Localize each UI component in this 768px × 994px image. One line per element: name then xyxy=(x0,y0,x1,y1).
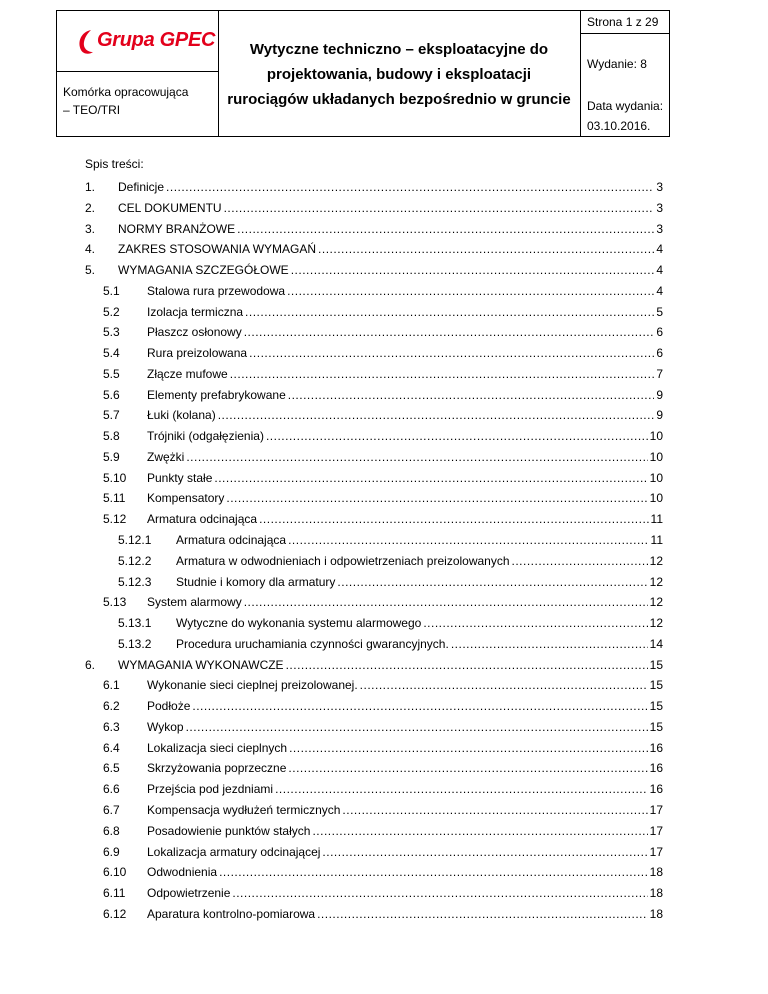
toc-entry-number: 6.7 xyxy=(103,802,120,817)
toc-entry-number: 5.12.3 xyxy=(118,574,152,589)
toc-entry-page: 18 xyxy=(649,906,663,921)
toc-entry[interactable] xyxy=(85,738,663,759)
toc-leader-dots xyxy=(288,530,648,550)
toc-entry-page: 15 xyxy=(649,678,663,693)
toc-entry-link[interactable] xyxy=(147,302,663,322)
toc-entry[interactable] xyxy=(85,821,663,842)
toc-leader-dots xyxy=(166,177,654,197)
toc-entry-link[interactable] xyxy=(147,405,663,425)
toc-entry[interactable] xyxy=(85,655,663,676)
header-divider xyxy=(57,71,218,72)
toc-entry-number: 5.10 xyxy=(103,470,127,485)
toc-entry[interactable] xyxy=(85,758,663,779)
toc-entry-page: 15 xyxy=(649,699,663,714)
toc-entry-link[interactable] xyxy=(147,821,663,841)
toc-entry-number: 5.9 xyxy=(103,449,120,464)
toc-entry-title: WYMAGANIA SZCZEGÓŁOWE xyxy=(118,263,289,278)
toc-leader-dots xyxy=(259,509,648,529)
toc-entry-link[interactable] xyxy=(118,655,663,675)
header-divider xyxy=(580,11,581,136)
toc-leader-dots xyxy=(312,821,647,841)
toc-entry-number: 6.4 xyxy=(103,740,120,755)
toc-leader-dots xyxy=(232,883,647,903)
toc-entry[interactable] xyxy=(85,509,663,530)
toc-leader-dots xyxy=(245,302,654,322)
toc-entry-link[interactable] xyxy=(147,842,663,862)
toc-entry-page: 9 xyxy=(656,408,663,423)
toc-entry-number: 5.12.2 xyxy=(118,553,152,568)
toc-entry-number: 5.1 xyxy=(103,283,120,298)
toc-entry[interactable] xyxy=(85,883,663,904)
toc-entry-link[interactable] xyxy=(147,800,663,820)
toc-entry-title: Armatura odcinająca xyxy=(176,533,287,548)
toc-leader-dots xyxy=(291,260,655,280)
toc-entry-link[interactable] xyxy=(118,177,663,197)
toc-entry-page: 6 xyxy=(656,325,663,340)
toc-entry-title: Skrzyżowania poprzeczne xyxy=(147,761,287,776)
toc-entry-page: 4 xyxy=(656,242,663,257)
toc-entry-link[interactable] xyxy=(147,779,663,799)
toc-entry-page: 11 xyxy=(650,512,663,527)
toc-leader-dots xyxy=(244,592,648,612)
toc-entry-number: 4. xyxy=(85,242,96,257)
toc-entry-link[interactable] xyxy=(147,904,663,924)
toc-entry[interactable] xyxy=(85,696,663,717)
toc-entry-link[interactable] xyxy=(176,530,663,550)
toc-entry-link[interactable] xyxy=(176,551,663,571)
toc-entry[interactable] xyxy=(85,343,663,364)
toc-entry-link[interactable] xyxy=(147,322,663,342)
toc-leader-dots xyxy=(318,239,654,259)
toc-entry[interactable] xyxy=(85,572,663,593)
toc-entry-page: 16 xyxy=(649,782,663,797)
toc-entry-title: Lokalizacja sieci cieplnych xyxy=(147,740,288,755)
title-line: projektowania, budowy i eksploatacji xyxy=(266,66,532,83)
toc-entry-link[interactable] xyxy=(118,219,663,239)
toc-leader-dots xyxy=(451,634,648,654)
company-logo-text: Grupa GPEC xyxy=(97,29,216,51)
toc-entry-number: 6.5 xyxy=(103,761,120,776)
toc-leader-dots xyxy=(289,738,648,758)
toc-entry-title: Kompensacja wydłużeń termicznych xyxy=(147,802,341,817)
toc-entry-title: Zwężki xyxy=(147,449,185,464)
toc-leader-dots xyxy=(322,842,647,862)
toc-entry-link[interactable] xyxy=(118,260,663,280)
toc-entry-page: 11 xyxy=(650,533,663,548)
toc-entry-title: WYMAGANIA WYKONAWCZE xyxy=(118,657,284,672)
toc-entry-number: 6.12 xyxy=(103,906,127,921)
issue-date-label: Data wydania: xyxy=(587,99,664,113)
toc-entry-title: Wykop xyxy=(147,719,184,734)
toc-entry-number: 6.10 xyxy=(103,865,127,880)
toc-entry-page: 3 xyxy=(656,221,663,236)
toc-entry[interactable] xyxy=(85,592,663,613)
toc-entry-title: Armatura w odwodnieniach i odpowietrzeniach preizolowanych xyxy=(176,553,510,568)
toc-entry-number: 1. xyxy=(85,180,96,194)
toc-entry-title: Trójniki (odgałęzienia) xyxy=(147,429,264,444)
toc-entry-link[interactable] xyxy=(147,488,663,508)
toc-entry-link[interactable] xyxy=(118,198,663,218)
toc-entry-number: 5.12.1 xyxy=(118,533,152,548)
toc-leader-dots xyxy=(317,904,648,924)
toc-entry[interactable] xyxy=(85,904,663,925)
toc-entry[interactable] xyxy=(85,779,663,800)
toc-entry-title: Łuki (kolana) xyxy=(147,408,216,423)
toc-entry-link[interactable] xyxy=(147,738,663,758)
toc-entry-page: 16 xyxy=(649,740,663,755)
toc-entry-number: 5.5 xyxy=(103,366,120,381)
toc-entry-title: CEL DOKUMENTU xyxy=(118,200,222,215)
toc-entry-title: Wykonanie sieci cieplnej preizolowanej. xyxy=(147,678,358,693)
toc-entry-link[interactable] xyxy=(147,468,663,488)
toc-leader-dots xyxy=(218,405,655,425)
toc-leader-dots xyxy=(342,800,647,820)
issue-date: 03.10.2016. xyxy=(587,119,651,133)
document-title xyxy=(219,37,579,112)
toc-entry[interactable] xyxy=(85,488,663,509)
toc-entry[interactable] xyxy=(85,364,663,385)
toc-leader-dots xyxy=(244,322,655,342)
toc-entry-title: Izolacja termiczna xyxy=(147,304,244,319)
toc-entry-number: 2. xyxy=(85,200,96,215)
toc-leader-dots xyxy=(186,717,648,737)
toc-leader-dots xyxy=(237,219,654,239)
toc-entry-number: 6.2 xyxy=(103,699,120,714)
toc-entry-title: System alarmowy xyxy=(147,595,242,610)
toc-entry-page: 4 xyxy=(656,263,663,278)
toc-entry-title: Odwodnienia xyxy=(147,865,218,880)
toc-entry[interactable] xyxy=(85,177,663,198)
toc-entry[interactable] xyxy=(85,447,663,468)
toc-entry-link[interactable] xyxy=(147,509,663,529)
toc-entry-page: 12 xyxy=(649,553,663,568)
toc-entry-page: 15 xyxy=(649,719,663,734)
toc-entry-title: Kompensatory xyxy=(147,491,225,506)
toc-entry-number: 3. xyxy=(85,221,96,236)
document-header xyxy=(56,10,670,137)
company-logo xyxy=(75,28,216,56)
title-line: rurociągów układanych bezpośrednio w gruncie xyxy=(227,91,571,108)
toc-leader-dots xyxy=(214,468,647,488)
toc-entry-link[interactable] xyxy=(147,343,663,363)
toc-entry-link[interactable] xyxy=(147,717,663,737)
toc-leader-dots xyxy=(226,488,647,508)
toc-leader-dots xyxy=(230,364,655,384)
toc-entry-number: 6. xyxy=(85,657,96,672)
toc-entry[interactable] xyxy=(85,862,663,883)
toc-entry[interactable] xyxy=(85,551,663,572)
toc-entry-link[interactable] xyxy=(147,385,663,405)
toc-entry-title: Aparatura kontrolno-pomiarowa xyxy=(147,906,316,921)
toc-entry-page: 12 xyxy=(649,574,663,589)
toc-entry-title: Studnie i komory dla armatury xyxy=(176,574,336,589)
toc-entry-link[interactable] xyxy=(147,447,663,467)
toc-entry-number: 6.6 xyxy=(103,782,120,797)
toc-entry-page: 17 xyxy=(649,823,663,838)
toc-entry-link[interactable] xyxy=(147,862,663,882)
toc-entry[interactable] xyxy=(85,468,663,489)
department-line: Komórka opracowująca xyxy=(63,85,189,99)
toc-entry-title: Wytyczne do wykonania systemu alarmowego xyxy=(176,616,422,631)
toc-entry-title: Punkty stałe xyxy=(147,470,213,485)
toc-entry-title: Armatura odcinająca xyxy=(147,512,258,527)
toc-entry[interactable] xyxy=(85,426,663,447)
grupa-gpec-swoosh-icon xyxy=(75,28,99,56)
toc-entry-title: Rura preizolowana xyxy=(147,346,248,361)
toc-entry-title: Stalowa rura przewodowa xyxy=(147,283,286,298)
toc-entry[interactable] xyxy=(85,239,663,260)
toc-entry-title: Elementy prefabrykowane xyxy=(147,387,286,402)
toc-leader-dots xyxy=(266,426,648,446)
toc-entry-number: 6.9 xyxy=(103,844,120,859)
toc-entry-page: 14 xyxy=(649,636,663,651)
toc-leader-dots xyxy=(249,343,654,363)
toc-entry-title: Przejścia pod jezdniami xyxy=(147,782,274,797)
toc-leader-dots xyxy=(288,385,655,405)
title-line: Wytyczne techniczno – eksploatacyjne do xyxy=(249,41,549,58)
toc-entry[interactable] xyxy=(85,198,663,219)
toc-leader-dots xyxy=(224,198,655,218)
toc-entry[interactable] xyxy=(85,530,663,551)
toc-entry-title: Płaszcz osłonowy xyxy=(147,325,242,340)
toc-entry-link[interactable] xyxy=(147,364,663,384)
department-line: – TEO/TRI xyxy=(63,103,121,117)
toc-entry[interactable] xyxy=(85,219,663,240)
toc-entry[interactable] xyxy=(85,281,663,302)
toc-entry-title: Posadowienie punktów stałych xyxy=(147,823,311,838)
toc-entry-number: 5.11 xyxy=(103,491,126,506)
toc-entry-page: 15 xyxy=(649,657,663,672)
toc-entry[interactable] xyxy=(85,675,663,696)
toc-entry-title: Procedura uruchamiania czynności gwarancyjnych. xyxy=(176,636,449,651)
toc-title: Spis treści: xyxy=(85,157,144,171)
toc-entry-number: 6.8 xyxy=(103,823,120,838)
toc-entry-number: 6.1 xyxy=(103,678,120,693)
toc-entry[interactable] xyxy=(85,800,663,821)
toc-leader-dots xyxy=(275,779,648,799)
toc-entry-page: 17 xyxy=(649,802,663,817)
table-of-contents xyxy=(85,177,663,925)
toc-entry-page: 3 xyxy=(656,200,663,215)
toc-entry-link[interactable] xyxy=(147,696,663,716)
toc-entry-title: Podłoże xyxy=(147,699,191,714)
toc-entry-number: 5.8 xyxy=(103,429,120,444)
toc-entry-link[interactable] xyxy=(176,613,663,633)
toc-entry-link[interactable] xyxy=(176,572,663,592)
toc-entry[interactable] xyxy=(85,634,663,655)
toc-entry-title: Odpowietrzenie xyxy=(147,886,231,901)
toc-entry-page: 6 xyxy=(656,346,663,361)
toc-entry-page: 10 xyxy=(649,429,663,444)
toc-entry[interactable] xyxy=(85,302,663,323)
toc-entry-link[interactable] xyxy=(147,675,663,695)
toc-leader-dots xyxy=(286,655,648,675)
toc-entry-number: 5.6 xyxy=(103,387,120,402)
toc-entry[interactable] xyxy=(85,322,663,343)
toc-entry-title: Lokalizacja armatury odcinającej xyxy=(147,844,321,859)
toc-entry-link[interactable] xyxy=(118,239,663,259)
toc-entry-link[interactable] xyxy=(147,883,663,903)
toc-entry-number: 5.3 xyxy=(103,325,120,340)
toc-entry-title: Definicje xyxy=(118,180,165,194)
toc-entry-page: 18 xyxy=(649,886,663,901)
toc-entry-number: 6.11 xyxy=(103,886,126,901)
toc-leader-dots xyxy=(423,613,647,633)
toc-leader-dots xyxy=(186,447,647,467)
toc-entry-link[interactable] xyxy=(176,634,663,654)
toc-entry[interactable] xyxy=(85,385,663,406)
toc-entry-number: 5.13.2 xyxy=(118,636,152,651)
toc-entry-page: 5 xyxy=(656,304,663,319)
toc-entry-page: 12 xyxy=(649,595,663,610)
toc-entry-title: ZAKRES STOSOWANIA WYMAGAŃ xyxy=(118,242,317,257)
page-number: Strona 1 z 29 xyxy=(587,15,659,29)
toc-entry-title: Złącze mufowe xyxy=(147,366,228,381)
toc-entry-page: 12 xyxy=(649,616,663,631)
toc-entry[interactable] xyxy=(85,260,663,281)
toc-leader-dots xyxy=(192,696,647,716)
toc-entry-page: 10 xyxy=(649,449,663,464)
toc-leader-dots xyxy=(288,758,647,778)
toc-leader-dots xyxy=(219,862,648,882)
toc-entry[interactable] xyxy=(85,613,663,634)
toc-entry-page: 3 xyxy=(656,180,663,194)
toc-leader-dots xyxy=(360,675,648,695)
toc-entry-number: 5.7 xyxy=(103,408,120,423)
toc-entry-page: 4 xyxy=(656,283,663,298)
toc-entry-page: 9 xyxy=(656,387,663,402)
toc-entry-number: 5.2 xyxy=(103,304,120,319)
toc-entry-number: 5.13 xyxy=(103,595,127,610)
toc-entry-page: 10 xyxy=(649,491,663,506)
toc-entry[interactable] xyxy=(85,842,663,863)
toc-entry-link[interactable] xyxy=(147,758,663,778)
toc-entry-number: 5.13.1 xyxy=(118,616,152,631)
toc-leader-dots xyxy=(287,281,654,301)
toc-entry-page: 18 xyxy=(649,865,663,880)
toc-entry-link[interactable] xyxy=(147,592,663,612)
toc-entry-number: 5. xyxy=(85,263,96,278)
department-cell xyxy=(63,83,215,119)
toc-entry[interactable] xyxy=(85,717,663,738)
header-divider xyxy=(580,33,669,34)
toc-entry-link[interactable] xyxy=(147,426,663,446)
toc-entry-number: 6.3 xyxy=(103,719,120,734)
toc-entry-page: 17 xyxy=(649,844,663,859)
toc-entry[interactable] xyxy=(85,405,663,426)
toc-entry-page: 10 xyxy=(649,470,663,485)
toc-leader-dots xyxy=(337,572,647,592)
toc-entry-link[interactable] xyxy=(147,281,663,301)
toc-entry-number: 5.4 xyxy=(103,346,120,361)
toc-entry-number: 5.12 xyxy=(103,512,127,527)
edition: Wydanie: 8 xyxy=(587,57,647,71)
toc-entry-page: 16 xyxy=(649,761,663,776)
toc-leader-dots xyxy=(512,551,648,571)
toc-entry-title: NORMY BRANŻOWE xyxy=(118,221,236,236)
toc-entry-page: 7 xyxy=(656,366,663,381)
